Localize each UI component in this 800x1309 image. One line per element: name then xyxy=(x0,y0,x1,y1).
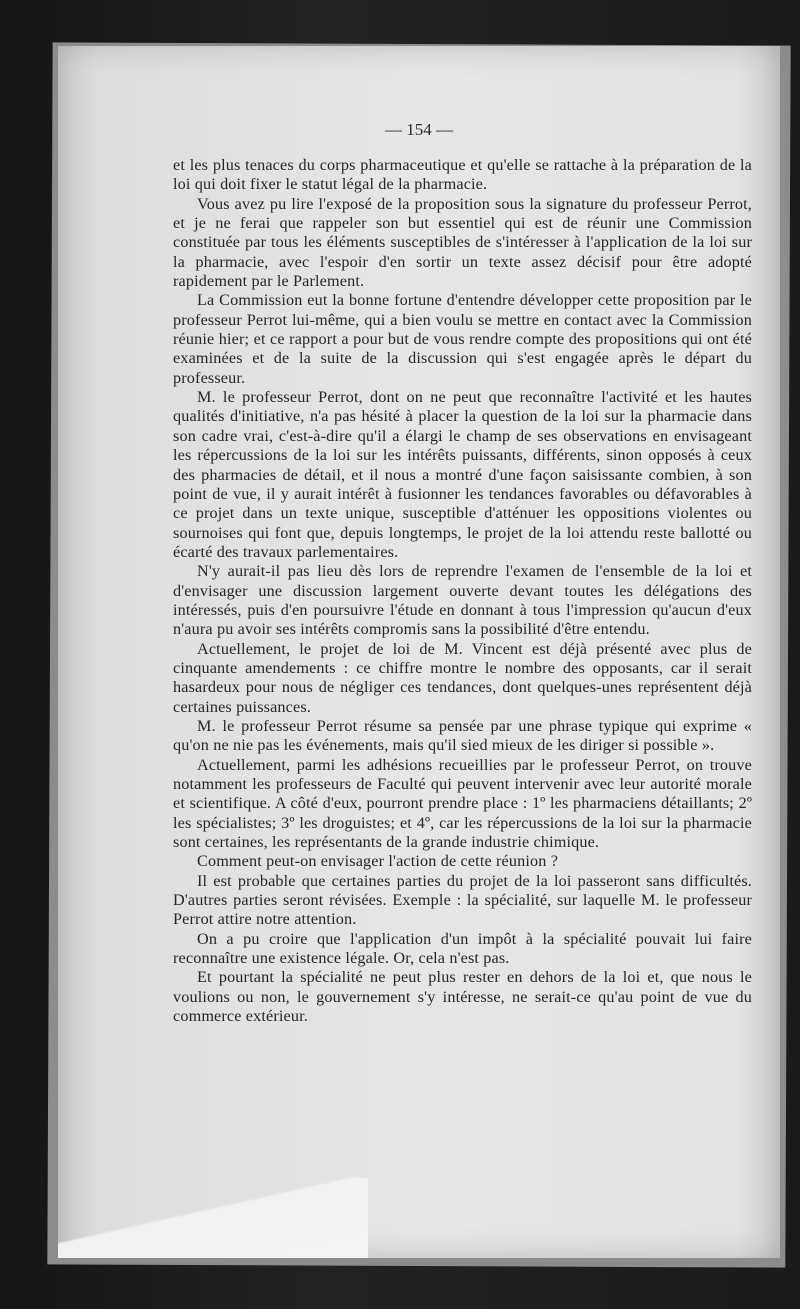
folded-corner xyxy=(58,1134,368,1258)
paragraph-6: Actuellement, le projet de loi de M. Vincent est déjà présenté avec plus de cinquante amendements : ce chiffre montre le nombre des opposants, car il serait hasardeux pour nous de négliger ces tendances, dont quelques-unes représentent déjà certaines puissances. xyxy=(173,639,752,716)
paragraph-3: La Commission eut la bonne fortune d'entendre développer cette proposition par le professeur Perrot lui-même, qui a bien voulu se mettre en contact avec la Commission réunie hier; et ce rapport a pour but de vous rendre compte des propositions qui ont été examinées et de la suite de la discussion qui s'est engagée après le départ du professeur. xyxy=(173,291,752,387)
paragraph-2: Vous avez pu lire l'exposé de la proposition sous la signature du professeur Perrot, et je ne ferai que rappeler son but essentiel qui est de réunir une Commission constituée par tous les éléments susceptibles de s'intéresser à l'application de la loi sur la pharmacie, avec l'espoir d'en sortir un texte assez décisif pour être adopté rapidement par le Parlement. xyxy=(173,194,752,291)
paragraph-8: Actuellement, parmi les adhésions recueillies par le professeur Perrot, on trouve notamment les professeurs de Faculté qui peuvent intervenir avec leur autorité morale et scientifique. A côté d'eux, pourront prendre place : 1º les pharmaciens détaillants; 2º les spécialistes; 3º les droguistes; et 4º, car les répercussions de la loi sur la pharmacie sont certaines, les représentants de la grande industrie chimique. xyxy=(173,755,752,852)
page-number: — 154 — xyxy=(385,120,453,139)
paragraph-5: N'y aurait-il pas lieu dès lors de reprendre l'examen de l'ensemble de la loi et d'envisager une discussion largement ouverte devant toutes les délégations des intéressés, puis d'en poursuivre l'étude en donnant à tous l'impression qu'aucun d'eux n'aura pu avoir ses intérêts compromis sans la possibilité d'être entendu. xyxy=(173,562,752,639)
paragraph-1: et les plus tenaces du corps pharmaceutique et qu'elle se rattache à la préparation de la loi qui doit fixer le statut légal de la pharmacie. xyxy=(173,156,752,194)
paragraph-11: On a pu croire que l'application d'un impôt à la spécialité pouvait lui faire reconnaître une existence légale. Or, cela n'est pas. xyxy=(173,929,752,968)
paragraph-10: Il est probable que certaines parties du projet de la loi passeront sans difficultés. D'autres parties seront révisées. Exemple : la spécialité, sur laquelle M. le professeur Perrot attire notre attention. xyxy=(173,871,752,929)
paragraph-7: M. le professeur Perrot résume sa pensée par une phrase typique qui exprime « qu'on ne nie pas les événements, mais qu'il sied mieux de les diriger si possible ». xyxy=(173,716,752,755)
paragraph-4: M. le professeur Perrot, dont on ne peut que reconnaître l'activité et les hautes qualités d'initiative, n'a pas hésité à placer la question de la loi sur la pharmacie dans son cadre vrai, c'est-à-dire qu'il a élargi le champ de ses observations en envisageant les répercussions de la loi sur les intérêts puissants, différents, sinon opposés à ceux des pharmacies de détail, et il nous a montré d'une façon saisissante combien, à son point de vue, il y aurait intérêt à fusionner les tendances favorables ou défavorables à ce projet dans un texte unique, susceptible d'atténuer les oppositions violentes ou sournoises qui font que, depuis longtemps, le projet de la loi attendu reste ballotté ou écarté des travaux parlementaires. xyxy=(173,388,752,561)
paragraph-12: Et pourtant la spécialité ne peut plus rester en dehors de la loi et, que nous le voulions ou non, le gouvernement s'y intéresse, ne serait-ce qu'au point de vue du commerce extérieur. xyxy=(173,968,752,1026)
paragraph-9: Comment peut-on envisager l'action de cette réunion ? xyxy=(197,852,559,871)
body-text xyxy=(173,156,752,1026)
